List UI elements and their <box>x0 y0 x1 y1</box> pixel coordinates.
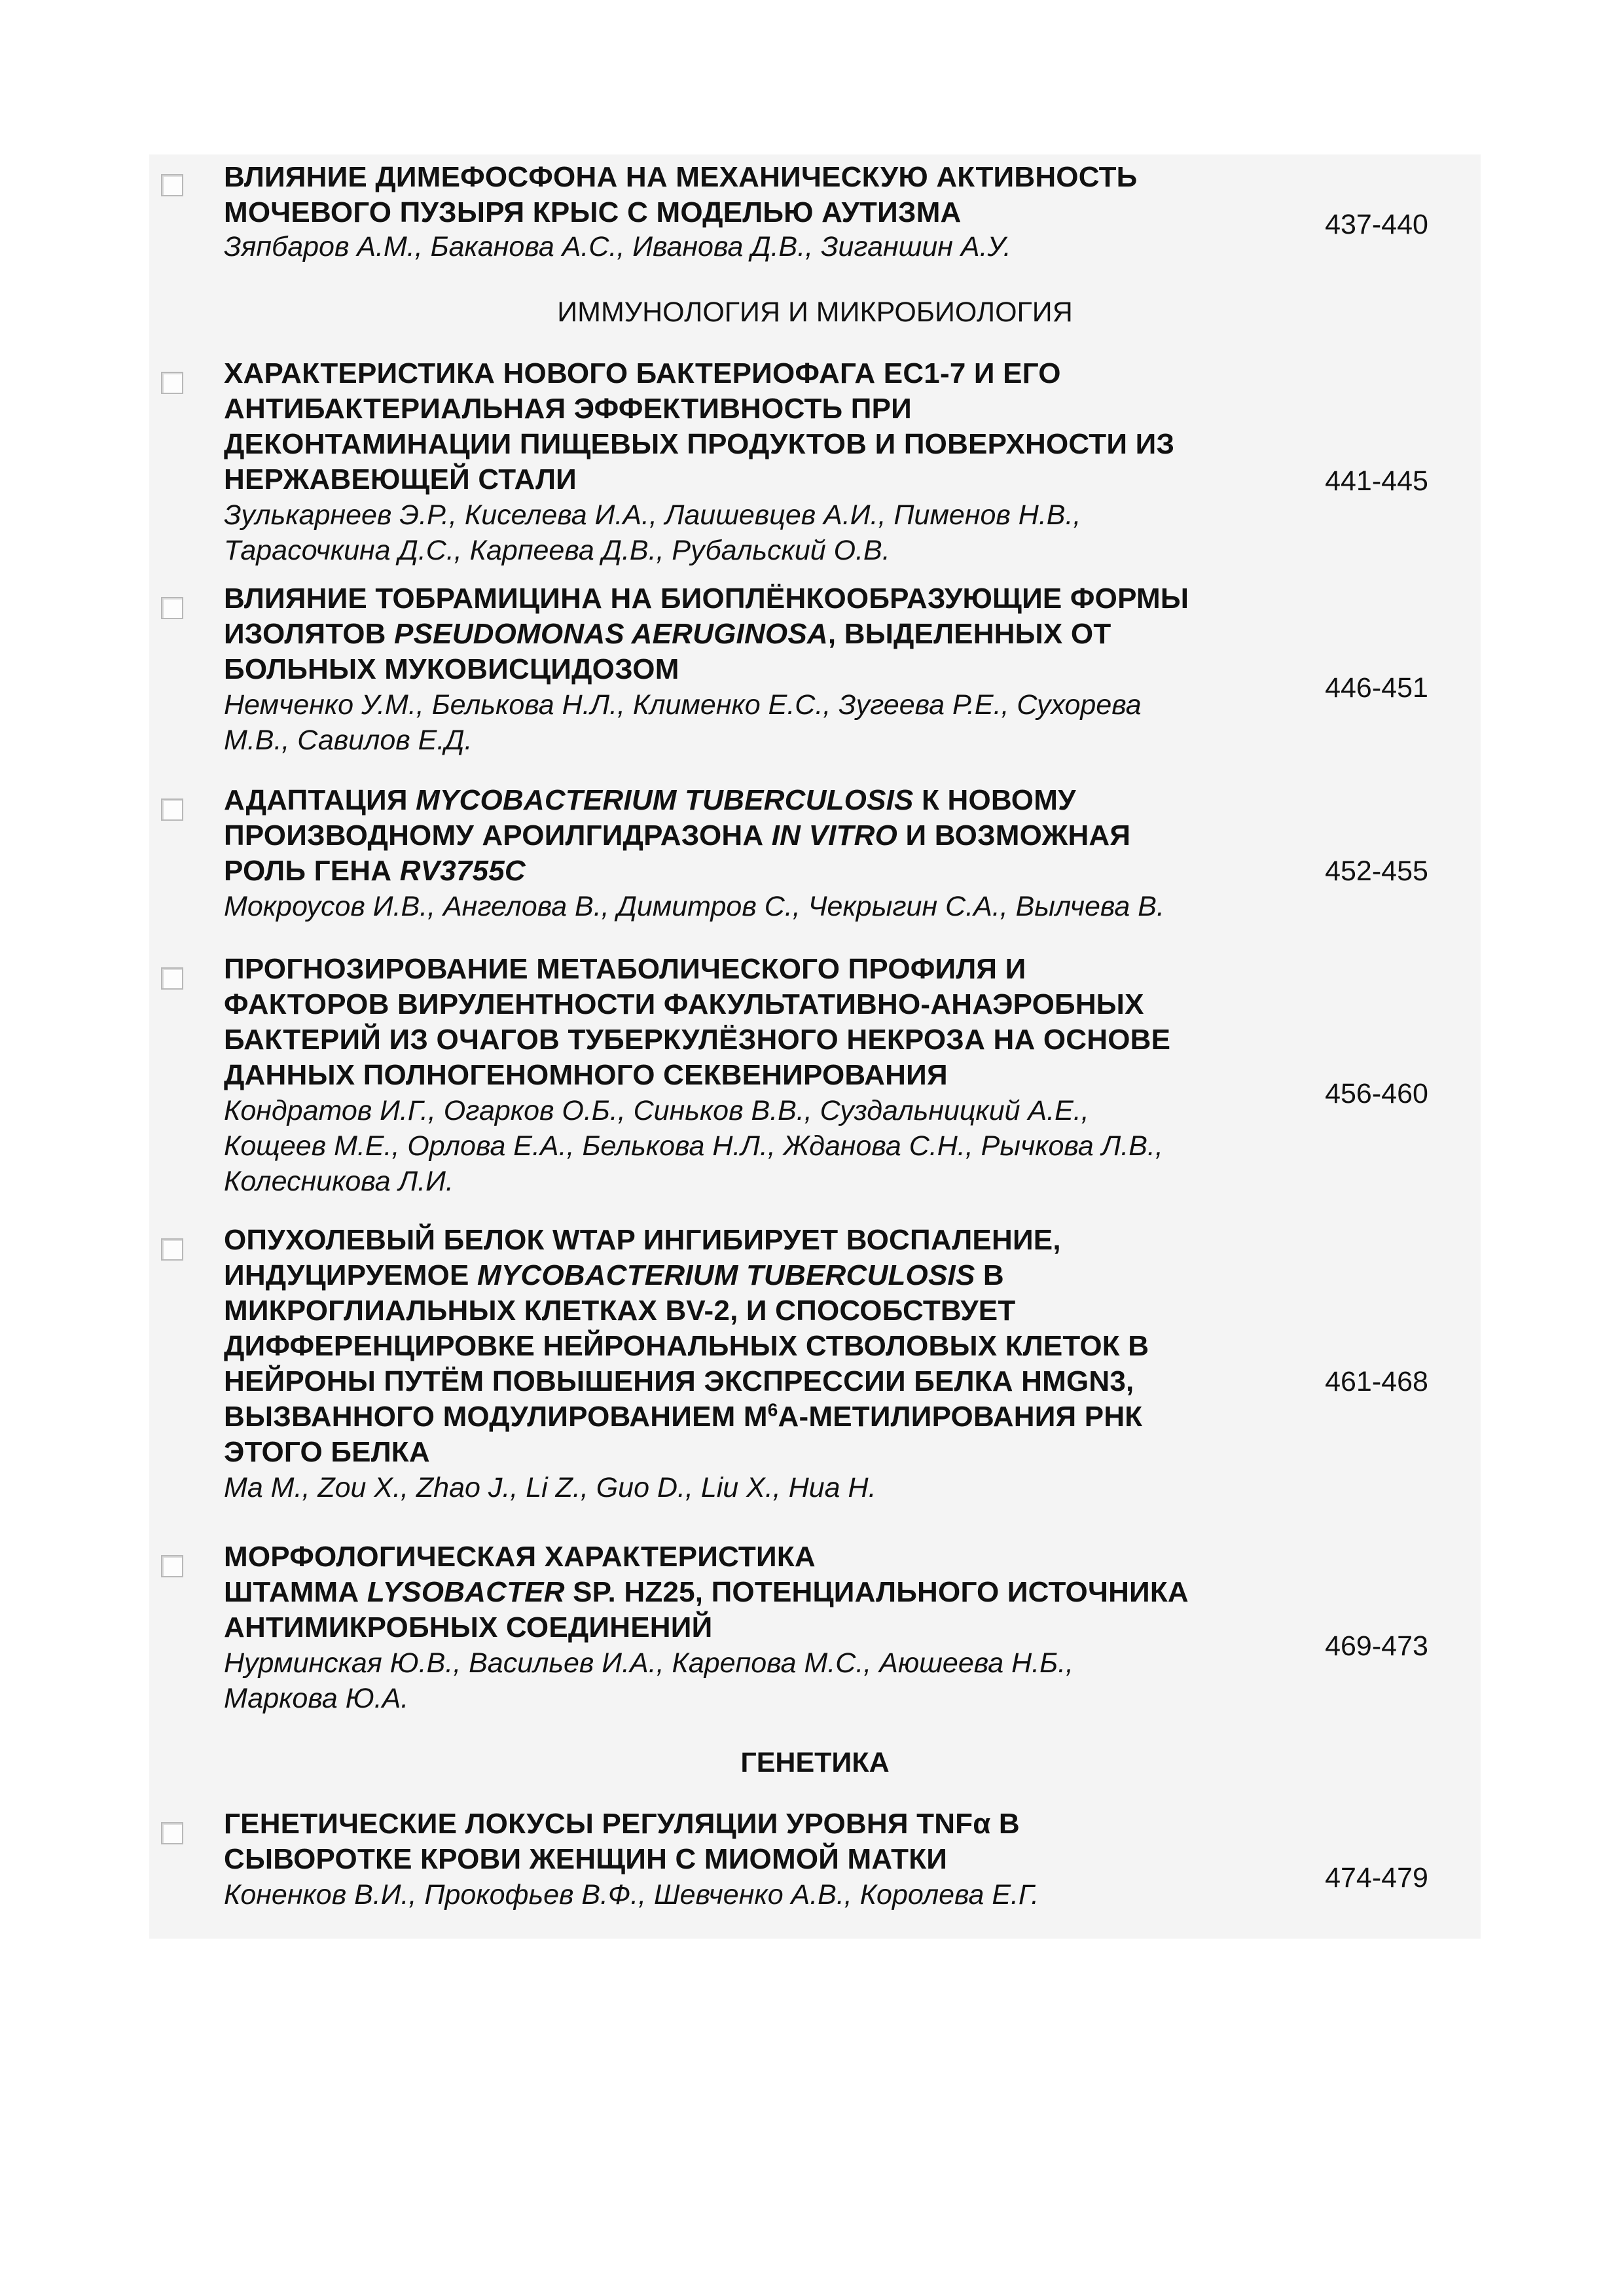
article-authors: Зулькарнеев Э.Р., Киселева И.А., Лаишевцев А.И., Пименов Н.В., Тарасочкина Д.С., Карпеева Д.В., Рубальский О.В. <box>224 499 1081 566</box>
select-checkbox[interactable] <box>161 174 183 196</box>
select-checkbox[interactable] <box>161 1822 183 1844</box>
article-authors: Ma M., Zou X., Zhao J., Li Z., Guo D., Liu X., Hua H. <box>224 1472 876 1503</box>
article-authors: Мокроусов И.В., Ангелова В., Димитров С., Чекрыгин С.А., Вылчева В. <box>224 891 1164 922</box>
page-range: 446-451 <box>1325 672 1428 704</box>
page-range: 469-473 <box>1325 1630 1428 1662</box>
select-checkbox[interactable] <box>161 1238 183 1261</box>
select-checkbox[interactable] <box>161 597 183 619</box>
page-range: 441-445 <box>1325 465 1428 497</box>
article-title: ХАРАКТЕРИСТИКА НОВОГО БАКТЕРИОФАГА EC1-7 И ЕГО АНТИБАКТЕРИАЛЬНАЯ ЭФФЕКТИВНОСТЬ ПРИ ДЕКОНТАМИНАЦИИ ПИЩЕВЫХ ПРОДУКТОВ И ПОВЕРХНОСТИ ИЗ НЕРЖАВЕЮЩЕЙ СТАЛИ <box>224 357 1175 495</box>
article-title: АДАПТАЦИЯ MYCOBACTERIUM TUBERCULOSIS К НОВОМУ ПРОИЗВОДНОМУ АРОИЛГИДРАЗОНА IN VITRO И ВОЗМОЖНАЯ РОЛЬ ГЕНА RV3755C <box>224 784 1131 887</box>
section-heading: ГЕНЕТИКА <box>740 1747 890 1778</box>
article-title: ВЛИЯНИЕ ДИМЕФОСФОНА НА МЕХАНИЧЕСКУЮ АКТИВНОСТЬ МОЧЕВОГО ПУЗЫРЯ КРЫС С МОДЕЛЬЮ АУТИЗМА <box>224 161 1138 228</box>
article-title: ГЕНЕТИЧЕСКИЕ ЛОКУСЫ РЕГУЛЯЦИИ УРОВНЯ TNFα В СЫВОРОТКЕ КРОВИ ЖЕНЩИН С МИОМОЙ МАТКИ <box>224 1808 1020 1875</box>
contents-panel <box>149 154 1481 1939</box>
select-checkbox[interactable] <box>161 1555 183 1577</box>
article-title: ВЛИЯНИЕ ТОБРАМИЦИНА НА БИОПЛЁНКООБРАЗУЮЩИЕ ФОРМЫ ИЗОЛЯТОВ PSEUDOMONAS AERUGINOSA, ВЫДЕЛЕННЫХ ОТ БОЛЬНЫХ МУКОВИСЦИДОЗОМ <box>224 583 1189 685</box>
section-heading: ИММУНОЛОГИЯ И МИКРОБИОЛОГИЯ <box>557 296 1073 328</box>
page-range: 474-479 <box>1325 1862 1428 1893</box>
article-authors: Кондратов И.Г., Огарков О.Б., Синьков В.В., Суздальницкий А.Е., Кощеев М.Е., Орлова Е.А., Белькова Н.Л., Жданова С.Н., Рычкова Л.В., Колесникова Л.И. <box>224 1095 1163 1197</box>
article-authors: Немченко У.М., Белькова Н.Л., Клименко Е.С., Зугеева Р.Е., Сухорева М.В., Савилов Е.Д. <box>224 689 1142 756</box>
article-authors: Зяпбаров А.М., Баканова А.С., Иванова Д.В., Зиганшин А.У. <box>224 231 1011 262</box>
article-title: ПРОГНОЗИРОВАНИЕ МЕТАБОЛИЧЕСКОГО ПРОФИЛЯ И ФАКТОРОВ ВИРУЛЕНТНОСТИ ФАКУЛЬТАТИВНО-АНАЭРОБНЫХ БАКТЕРИЙ ИЗ ОЧАГОВ ТУБЕРКУЛЁЗНОГО НЕКРОЗА НА ОСНОВЕ ДАННЫХ ПОЛНОГЕНОМНОГО СЕКВЕНИРОВАНИЯ <box>224 953 1171 1091</box>
article-title: МОРФОЛОГИЧЕСКАЯ ХАРАКТЕРИСТИКА ШТАММА LYSOBACTER SP. HZ25, ПОТЕНЦИАЛЬНОГО ИСТОЧНИКА АНТИМИКРОБНЫХ СОЕДИНЕНИЙ <box>224 1541 1189 1643</box>
select-checkbox[interactable] <box>161 967 183 990</box>
page-range: 452-455 <box>1325 855 1428 887</box>
article-authors: Коненков В.И., Прокофьев В.Ф., Шевченко А.В., Королева Е.Г. <box>224 1879 1039 1910</box>
select-checkbox[interactable] <box>161 372 183 394</box>
page-range: 461-468 <box>1325 1366 1428 1397</box>
article-authors: Нурминская Ю.В., Васильев И.А., Карепова М.С., Аюшеева Н.Б., Маркова Ю.А. <box>224 1647 1074 1714</box>
page-range: 456-460 <box>1325 1078 1428 1109</box>
select-checkbox[interactable] <box>161 798 183 821</box>
article-title: ОПУХОЛЕВЫЙ БЕЛОК WTAP ИНГИБИРУЕТ ВОСПАЛЕНИЕ, ИНДУЦИРУЕМОЕ MYCOBACTERIUM TUBERCULOSIS В МИКРОГЛИАЛЬНЫХ КЛЕТКАХ BV-2, И СПОСОБСТВУЕТ ДИФФЕРЕНЦИРОВКЕ НЕЙРОНАЛЬНЫХ СТВОЛОВЫХ КЛЕТОК В НЕЙРОНЫ ПУТЁМ ПОВЫШЕНИЯ ЭКСПРЕССИИ БЕЛКА HMGN3, ВЫЗВАННОГО МОДУЛИРОВАНИЕМ $M^6A$-МЕТИЛИРОВАНИЯ РНК ЭТОГО БЕЛКА <box>224 1224 1149 1468</box>
page-range: 437-440 <box>1325 209 1428 240</box>
